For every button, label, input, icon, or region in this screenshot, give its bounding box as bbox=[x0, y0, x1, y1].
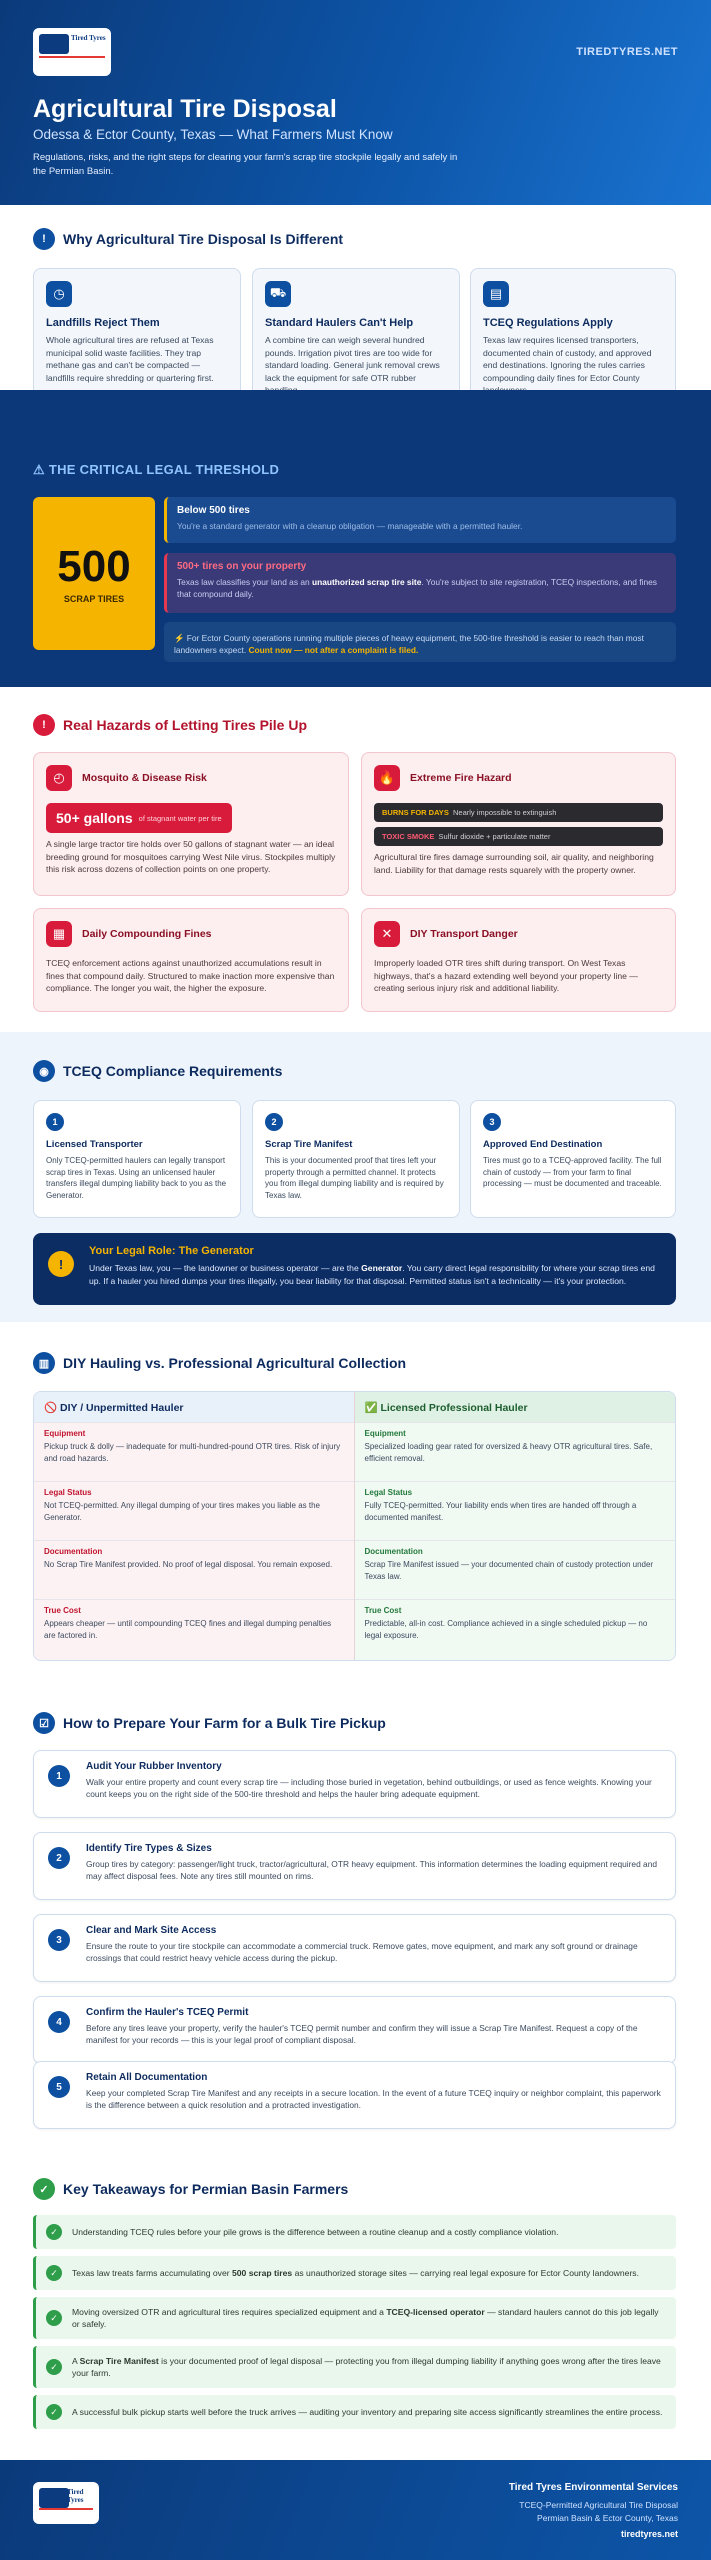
document-icon: ▤ bbox=[483, 281, 509, 307]
hazard-mosquito bbox=[33, 752, 349, 896]
clock-icon: ◷ bbox=[46, 281, 72, 307]
check-icon: ✓ bbox=[46, 2310, 62, 2326]
hazard-title: Extreme Fire Hazard bbox=[410, 772, 512, 784]
card-text: Whole agricultural tires are refused at Texas municipal solid waste facilities. They trap methane gas and can't be compacted — landfills require shredding or quartering first. bbox=[46, 335, 214, 383]
step-title: Audit Your Rubber Inventory bbox=[86, 1761, 222, 1772]
truck-logo-icon bbox=[39, 34, 69, 54]
fire-tag-1: BURNS FOR DAYS Nearly impossible to extinguish bbox=[374, 803, 663, 822]
step-number: 2 bbox=[265, 1113, 283, 1131]
above-title: 500+ tires on your property bbox=[177, 561, 307, 572]
step-text: Walk your entire property and count every scrap tire — including those buried in vegetation, behind outbuildings, or used as fence weights. Knowing your count keeps you on the right side of the 500-tire threshold and helps the hauler bring adequate equipment. bbox=[86, 1777, 652, 1799]
footer-company: Tired Tyres Environmental Services bbox=[508, 2482, 678, 2493]
takeaway-item: ✓ A successful bulk pickup starts well before the truck arrives — auditing your inventory and preparing site access significantly streamlines the entire process. bbox=[33, 2395, 676, 2429]
footer-line-1: TCEQ-Permitted Agricultural Tire Disposal bbox=[519, 2500, 678, 2510]
bar-chart-icon: ▥ bbox=[33, 1352, 55, 1374]
pro-column-header: ✅ Licensed Professional Hauler bbox=[355, 1392, 676, 1422]
threshold-number: 500 bbox=[57, 542, 131, 591]
step-title: Approved End Destination bbox=[483, 1139, 603, 1150]
table-row: Equipment Specialized loading gear rated for oversized & heavy OTR agricultural tires. Safe, efficient removal. bbox=[355, 1422, 676, 1481]
card-text: A combine tire can weigh several hundred pounds. Irrigation pivot tires are too wide for standard loading. General junk removal crews lack the equipment for safe OTR rubber bbox=[265, 335, 440, 383]
step-number: 3 bbox=[483, 1113, 501, 1131]
card-text: Texas law requires licensed transporters, documented chain of custody, and approved end destinations. Ignoring the rules carries compounding daily fines for Ector County bbox=[483, 335, 652, 383]
hazard-text: A single large tractor tire holds over 50 gallons of stagnant water — an ideal breeding ground for mosquitoes carrying West Nile virus. Stockpiles multiply this risk across dozens of collection points on one property. bbox=[46, 839, 336, 874]
comparison-table bbox=[33, 1391, 676, 1661]
logo-stripe bbox=[39, 56, 105, 58]
above-text: Texas law classifies your land as an unauthorized scrap tire site. You're subject to site registration, TCEQ inspections, and fines that compound daily. bbox=[177, 577, 657, 599]
step-text: Before any tires leave your property, verify the hauler's TCEQ permit number and confirm they will issue a Scrap Tire Manifest. Request a copy of the manifest for your records — this is your legal proof of compliant disposal. bbox=[86, 2023, 638, 2045]
card-title: Standard Haulers Can't Help bbox=[265, 317, 414, 329]
checklist-icon: ☑ bbox=[33, 1712, 55, 1734]
prep-step-5 bbox=[33, 2061, 676, 2129]
prep-step-1 bbox=[33, 1750, 676, 1818]
step-title: Identify Tire Types & Sizes bbox=[86, 1843, 212, 1854]
step-title: Confirm the Hauler's TCEQ Permit bbox=[86, 2007, 249, 2018]
diy-column bbox=[34, 1392, 355, 1660]
step-number: 1 bbox=[46, 1113, 64, 1131]
hazard-diy bbox=[361, 908, 676, 1012]
step-number: 1 bbox=[48, 1765, 70, 1787]
hazard-title: Daily Compounding Fines bbox=[82, 928, 212, 940]
hazards-heading: ! Real Hazards of Letting Tires Pile Up bbox=[33, 714, 307, 736]
below-threshold-box bbox=[164, 497, 676, 543]
step-title: Licensed Transporter bbox=[46, 1139, 143, 1150]
card-title: Landfills Reject Them bbox=[46, 317, 160, 329]
stat-badge: 50+ gallons of stagnant water per tire bbox=[46, 803, 232, 833]
prep-step-2 bbox=[33, 1832, 676, 1900]
warning-icon: ! bbox=[33, 714, 55, 736]
logo-stripe bbox=[39, 2508, 93, 2510]
pro-column bbox=[355, 1392, 676, 1660]
takeaway-item: ✓ Understanding TCEQ rules before your pile grows is the difference between a routine cleanup and a costly compliance violation. bbox=[33, 2215, 676, 2249]
threshold-number-label: SCRAP TIRES bbox=[63, 594, 125, 604]
stopwatch-icon: ◴ bbox=[46, 765, 72, 791]
tceq-step-3 bbox=[470, 1100, 676, 1218]
step-title: Clear and Mark Site Access bbox=[86, 1925, 217, 1936]
flame-icon: 🔥 bbox=[374, 765, 400, 791]
tceq-step-2 bbox=[252, 1100, 460, 1218]
table-row: Documentation Scrap Tire Manifest issued — your documented chain of custody protection under Texas law. bbox=[355, 1540, 676, 1599]
step-text: Tires must go to a TCEQ-approved facility. The full chain of custody — from your farm to final processing — must be documented and traceable. bbox=[483, 1156, 662, 1188]
step-number: 4 bbox=[48, 2011, 70, 2033]
step-text: Keep your completed Scrap Tire Manifest and any receipts in a secure location. In the event of a future TCEQ inquiry or neighbor complaint, this paperwork is the difference between a quick resolution and a protracted investigation. bbox=[86, 2088, 661, 2110]
above-threshold-box bbox=[164, 553, 676, 613]
step-title: Scrap Tire Manifest bbox=[265, 1139, 353, 1150]
callout-text: Under Texas law, you — the landowner or business operator — are the Generator. You carry direct legal responsibility for where your scrap tires end up. If a hauler you hired dumps your tires illegally, you bear liability for that disposal. Permitted status isn't a technicality — it's your protection. bbox=[89, 1263, 655, 1286]
hazard-fire bbox=[361, 752, 676, 896]
calendar-icon: ▦ bbox=[46, 921, 72, 947]
page-title: Agricultural Tire Disposal bbox=[33, 95, 337, 123]
table-row: Legal Status Not TCEQ-permitted. Any illegal dumping of your tires makes you liable as the Generator. bbox=[34, 1481, 354, 1540]
hazard-text: TCEQ enforcement actions against unauthorized accumulations result in fines that compound daily. Structured to make inaction more expensive than compliance. The longer you wait, the higher the exposure. bbox=[46, 958, 335, 993]
step-text: This is your documented proof that tires left your property through a permitted channel. It protects you from illegal dumping liability and is required by Texas law. bbox=[265, 1156, 444, 1200]
step-text: Only TCEQ-permitted haulers can legally transport scrap tires in Texas. Using an unlicensed hauler transfers illegal dumping liability back to you as the Generator. bbox=[46, 1156, 227, 1200]
step-text: Ensure the route to your tire stockpile can accommodate a commercial truck. Remove gates, move equipment, and mark any soft ground or drainage crossings that could restrict heavy vehicle access during the pickup. bbox=[86, 1941, 638, 1963]
step-title: Retain All Documentation bbox=[86, 2072, 208, 2083]
page-header bbox=[0, 0, 711, 205]
step-number: 3 bbox=[48, 1929, 70, 1951]
fire-tag-2: TOXIC SMOKE Sulfur dioxide + particulate matter bbox=[374, 827, 663, 846]
why-heading-text: Why Agricultural Tire Disposal Is Different bbox=[63, 231, 344, 247]
check-icon: ✓ bbox=[46, 2224, 62, 2240]
footer-logo[interactable] bbox=[33, 2482, 99, 2524]
takeaway-item: ✓ Moving oversized OTR and agricultural tires requires specialized equipment and a TCEQ-licensed operator — standard haulers cannot do this job legally or safely. bbox=[33, 2297, 676, 2339]
takeaways-heading: ✓ Key Takeaways for Permian Basin Farmers bbox=[33, 2178, 348, 2200]
hazard-title: Mosquito & Disease Risk bbox=[82, 772, 207, 784]
truck-logo-icon bbox=[39, 2488, 69, 2508]
threshold-heading: ⚠ THE CRITICAL LEGAL THRESHOLD bbox=[33, 462, 280, 477]
step-text: Group tires by category: passenger/light truck, tractor/agricultural, OTR heavy equipment. This information determines the loading equipment required and may affect disposal fees. Note any tires still mounted on rims. bbox=[86, 1859, 658, 1881]
generator-callout bbox=[33, 1233, 676, 1305]
table-row: Documentation No Scrap Tire Manifest provided. No proof of legal disposal. You remain exposed. bbox=[34, 1540, 354, 1599]
page-intro: Regulations, risks, and the right steps for clearing your farm's scrap tire stockpile legally and safely in the Permian Basin. bbox=[33, 152, 458, 177]
truck-icon: ⛟ bbox=[265, 281, 291, 307]
page-subtitle: Odessa & Ector County, Texas — What Farmers Must Know bbox=[33, 127, 393, 142]
header-site-link[interactable]: TIREDTYRES.NET bbox=[576, 46, 678, 58]
takeaway-item: ✓ Texas law treats farms accumulating over 500 scrap tires as unauthorized storage sites — carrying real legal exposure for Ector County landowners. bbox=[33, 2256, 676, 2290]
check-icon: ✓ bbox=[46, 2265, 62, 2281]
why-heading bbox=[33, 228, 343, 250]
check-icon: ✓ bbox=[46, 2359, 62, 2375]
threshold-number-box bbox=[33, 497, 155, 650]
footer-site-link[interactable]: tiredtyres.net bbox=[620, 2529, 678, 2539]
step-number: 5 bbox=[48, 2076, 70, 2098]
diy-column-header: 🚫 DIY / Unpermitted Hauler bbox=[34, 1392, 354, 1422]
table-row: True Cost Predictable, all-in cost. Compliance achieved in a single scheduled pickup — no legal exposure. bbox=[355, 1599, 676, 1658]
hazard-text: Agricultural tire fires damage surrounding soil, air quality, and neighboring land. Liability for that damage rests squarely with the property owner. bbox=[374, 852, 654, 875]
callout-title: Your Legal Role: The Generator bbox=[89, 1245, 254, 1257]
threshold-note: ⚡ For Ector County operations running multiple pieces of heavy equipment, the 500-tire threshold is easier to reach than most landowners expect. Count now — not after a complaint is filed. bbox=[164, 622, 676, 662]
footer-line-2: Permian Basin & Ector County, Texas bbox=[537, 2513, 678, 2523]
shield-icon: ◉ bbox=[33, 1060, 55, 1082]
hazard-text: Improperly loaded OTR tires shift during transport. On West Texas highways, that's a hazard extending well beyond your property line — creating serious injury risk and additional liability. bbox=[374, 958, 638, 993]
below-title: Below 500 tires bbox=[177, 505, 250, 516]
card-title: TCEQ Regulations Apply bbox=[483, 317, 613, 329]
check-icon: ✓ bbox=[46, 2404, 62, 2420]
table-row: Legal Status Fully TCEQ-permitted. Your liability ends when tires are handed off through a documented manifest. bbox=[355, 1481, 676, 1540]
check-circle-icon: ✓ bbox=[33, 2178, 55, 2200]
step-number: 2 bbox=[48, 1847, 70, 1869]
close-x-icon: ✕ bbox=[374, 921, 400, 947]
info-icon: ! bbox=[33, 228, 55, 250]
table-row: Equipment Pickup truck & dolly — inadequate for multi-hundred-pound OTR tires. Risk of injury and road hazards. bbox=[34, 1422, 354, 1481]
tceq-step-1 bbox=[33, 1100, 241, 1218]
table-row: True Cost Appears cheaper — until compounding TCEQ fines and illegal dumping penalties are factored in. bbox=[34, 1599, 354, 1658]
prepare-heading: ☑ How to Prepare Your Farm for a Bulk Tire Pickup bbox=[33, 1712, 386, 1734]
company-logo[interactable] bbox=[33, 28, 111, 76]
prep-step-3 bbox=[33, 1914, 676, 1982]
compare-heading: ▥ DIY Hauling vs. Professional Agricultural Collection bbox=[33, 1352, 406, 1374]
takeaway-item: ✓ A Scrap Tire Manifest is your documented proof of legal disposal — protecting you from illegal dumping liability if anything goes wrong after the tires leave your farm. bbox=[33, 2346, 676, 2388]
below-text: You're a standard generator with a cleanup obligation — manageable with a permitted hauler. bbox=[177, 521, 523, 531]
footer-logo-text: Tired Tyres bbox=[67, 2488, 84, 2504]
page-footer bbox=[0, 2460, 711, 2560]
tceq-heading: ◉ TCEQ Compliance Requirements bbox=[33, 1060, 282, 1082]
alert-icon: ! bbox=[48, 1251, 74, 1277]
logo-text: Tired Tyres bbox=[71, 34, 106, 42]
hazard-title: DIY Transport Danger bbox=[410, 928, 518, 940]
prep-step-4 bbox=[33, 1996, 676, 2064]
hazard-fines bbox=[33, 908, 349, 1012]
